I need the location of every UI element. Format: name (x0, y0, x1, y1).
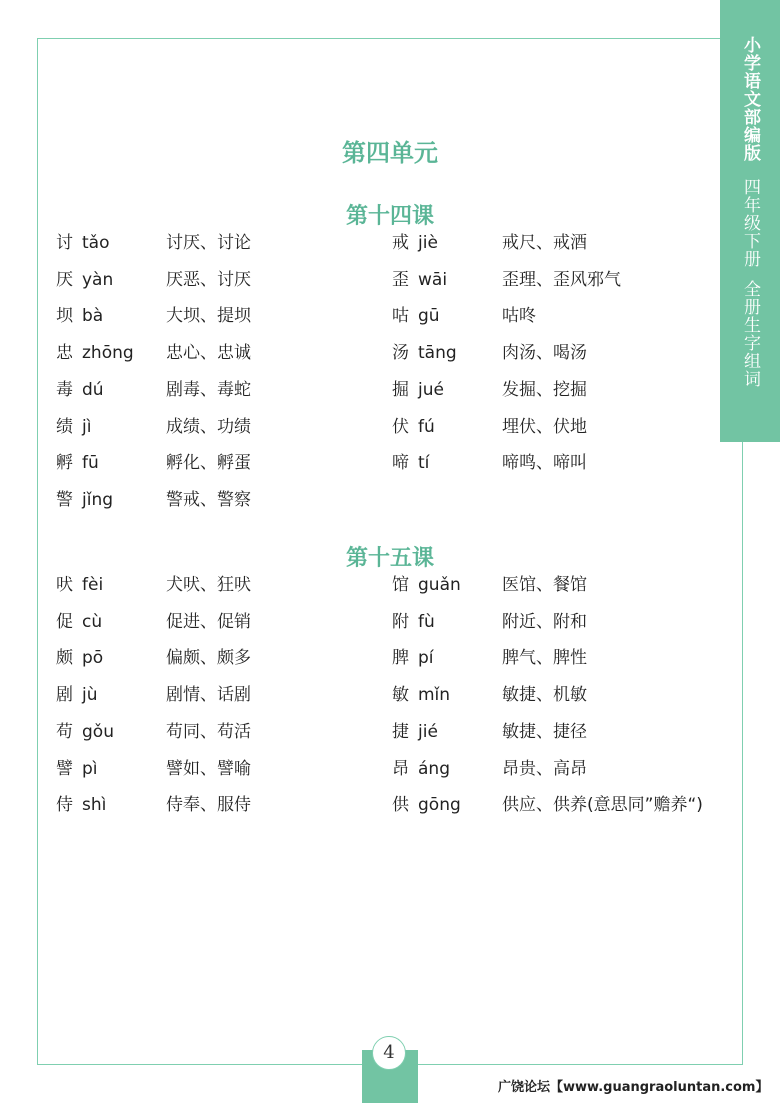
side-tab-grade: 四年级下册 (740, 178, 760, 268)
vocab-character: 毒 (56, 379, 73, 400)
vocab-pinyin: gū (418, 306, 440, 327)
vocab-pinyin: guǎn (418, 575, 461, 595)
vocab-pinyin: wāi (418, 269, 448, 290)
vocab-words: 剧毒、毒蛇 (166, 379, 251, 400)
vocab-pinyin: fú (418, 416, 435, 437)
vocab-character: 咕 (392, 306, 409, 327)
vocab-character: 剧 (56, 685, 73, 706)
vocab-pinyin: jué (418, 379, 444, 400)
vocab-character: 汤 (392, 343, 409, 364)
lesson-title: 第十五课 (345, 546, 434, 571)
vocab-character: 敏 (392, 685, 409, 706)
vocab-pinyin: gōng (418, 795, 461, 816)
vocab-words: 孵化、孵蛋 (166, 453, 251, 474)
vocab-character: 吠 (56, 575, 73, 595)
vocab-pinyin: tāng (418, 343, 457, 364)
vocab-words: 譬如、譬喻 (166, 758, 251, 779)
vocab-character: 坝 (56, 306, 73, 327)
vocab-character: 譬 (56, 758, 73, 779)
vocab-character: 颇 (56, 648, 73, 669)
vocab-character: 戒 (392, 233, 409, 253)
vocab-character: 孵 (56, 453, 73, 474)
vocab-words: 厌恶、讨厌 (166, 269, 251, 290)
vocab-words: 忠心、忠诚 (166, 343, 251, 364)
vocab-words: 犬吠、狂吠 (166, 575, 251, 595)
footer-watermark: 广饶论坛【www.guangraoluntan.com】 (498, 1080, 769, 1095)
vocab-words: 戒尺、戒酒 (502, 233, 587, 253)
vocab-character: 歪 (392, 269, 409, 290)
vocab-words: 肉汤、喝汤 (502, 343, 587, 364)
vocab-words: 脾气、脾性 (502, 648, 587, 669)
vocab-pinyin: jì (82, 416, 92, 437)
vocab-pinyin: fù (418, 611, 435, 632)
vocab-words: 敏捷、捷径 (502, 721, 587, 742)
vocab-character: 捷 (392, 721, 409, 742)
vocab-character: 苟 (56, 721, 73, 742)
vocab-words: 埋伏、伏地 (502, 416, 587, 437)
vocab-pinyin: shì (82, 795, 107, 816)
vocab-character: 警 (56, 489, 73, 510)
vocab-character: 绩 (56, 416, 73, 437)
vocab-pinyin: pì (82, 758, 98, 779)
vocab-pinyin: gǒu (82, 721, 114, 742)
vocab-character: 掘 (392, 379, 409, 400)
vocab-words: 发掘、挖掘 (502, 379, 587, 400)
vocab-words: 大坝、提坝 (166, 306, 251, 327)
vocab-character: 脾 (392, 648, 409, 669)
vocab-words: 昂贵、高昂 (502, 758, 587, 779)
vocab-character: 讨 (56, 233, 73, 253)
vocab-words: 供应、供养(意思同”赡养“) (502, 795, 703, 816)
vocab-pinyin: jiè (418, 233, 438, 253)
vocab-pinyin: cù (82, 611, 103, 632)
vocab-pinyin: pí (418, 648, 434, 669)
unit-title: 第四单元 (342, 139, 438, 167)
vocab-pinyin: pō (82, 648, 104, 669)
vocab-pinyin: zhōng (82, 343, 134, 364)
side-tab-subject: 全册生字组词 (740, 280, 760, 388)
vocab-pinyin: bà (82, 306, 104, 327)
vocab-words: 敏捷、机敏 (502, 685, 587, 706)
vocab-character: 厌 (56, 269, 73, 290)
vocab-pinyin: tí (418, 453, 430, 474)
vocab-pinyin: jié (418, 721, 438, 742)
vocab-character: 昂 (392, 758, 409, 779)
vocab-words: 侍奉、服侍 (166, 795, 251, 816)
vocab-words: 剧情、话剧 (166, 685, 251, 706)
vocab-pinyin: fū (82, 453, 99, 474)
vocab-pinyin: yàn (82, 269, 114, 290)
vocab-words: 咕咚 (502, 306, 536, 327)
vocab-words: 苟同、苟活 (166, 721, 251, 742)
vocab-character: 伏 (392, 416, 409, 437)
vocab-pinyin: tǎo (82, 233, 110, 253)
vocab-character: 啼 (392, 453, 409, 474)
vocab-pinyin: fèi (82, 575, 104, 595)
vocab-words: 偏颇、颇多 (166, 648, 251, 669)
vocab-words: 医馆、餐馆 (502, 575, 587, 595)
side-tab-series: 小学语文部编版 (740, 36, 760, 162)
vocab-words: 讨厌、讨论 (166, 233, 251, 253)
vocab-pinyin: jù (82, 685, 98, 706)
lesson-title: 第十四课 (345, 204, 434, 229)
vocab-words: 歪理、歪风邪气 (502, 269, 621, 290)
vocab-character: 侍 (56, 795, 73, 816)
vocab-words: 成绩、功绩 (166, 416, 251, 437)
vocab-character: 馆 (392, 575, 409, 595)
vocab-words: 啼鸣、啼叫 (502, 453, 587, 474)
vocab-pinyin: jǐng (82, 489, 114, 510)
vocab-words: 附近、附和 (502, 611, 587, 632)
vocab-words: 警戒、警察 (166, 489, 251, 510)
vocab-words: 促进、促销 (166, 611, 251, 632)
vocab-character: 忠 (56, 343, 73, 364)
vocab-character: 供 (392, 795, 409, 816)
vocab-character: 附 (392, 611, 409, 632)
page-number: 4 (372, 1036, 406, 1070)
vocab-pinyin: mǐn (418, 685, 451, 706)
vocab-pinyin: áng (418, 758, 450, 779)
vocab-pinyin: dú (82, 379, 104, 400)
vocab-character: 促 (56, 611, 73, 632)
